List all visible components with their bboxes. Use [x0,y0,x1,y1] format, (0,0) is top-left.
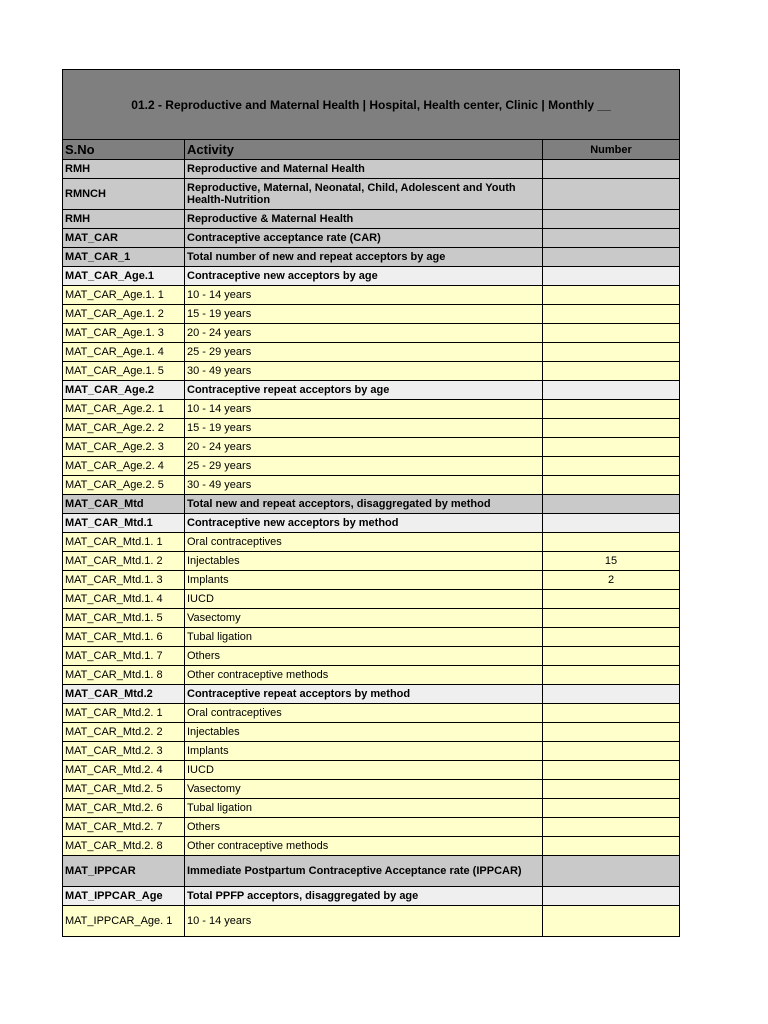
table-row [63,533,680,552]
row-activity-cell: Total PPFP acceptors, disaggregated by age [185,887,543,906]
row-activity-cell: Tubal ligation [185,799,543,818]
table-row [63,666,680,685]
row-activity-cell: Contraceptive acceptance rate (CAR) [185,229,543,248]
row-activity-cell: 25 - 29 years [185,343,543,362]
row-sno-cell: MAT_CAR_Mtd.2. 4 [63,761,185,780]
row-sno-cell: MAT_CAR_Mtd.1. 8 [63,666,185,685]
table-row [63,343,680,362]
row-number-cell[interactable] [543,685,680,704]
table-row [63,647,680,666]
table-row [63,267,680,286]
row-number-cell[interactable]: 2 [543,571,680,590]
row-activity-cell: Oral contraceptives [185,533,543,552]
row-activity-cell: Reproductive, Maternal, Neonatal, Child, Adolescent and Youth Health-Nutrition [185,179,543,210]
table-row [63,780,680,799]
row-activity-cell: Other contraceptive methods [185,666,543,685]
row-activity-cell: Other contraceptive methods [185,837,543,856]
row-sno-cell: MAT_CAR_Mtd.1 [63,514,185,533]
row-sno-cell: MAT_CAR_Age.1 [63,267,185,286]
row-activity-cell: 15 - 19 years [185,305,543,324]
row-activity-cell: Others [185,818,543,837]
row-sno-cell: MAT_CAR_Mtd.1. 7 [63,647,185,666]
row-number-cell[interactable] [543,780,680,799]
table-row [63,628,680,647]
table-row [63,160,680,179]
row-number-cell[interactable] [543,286,680,305]
table-row [63,381,680,400]
report-title: 01.2 - Reproductive and Maternal Health | Hospital, Health center, Clinic | Monthly __ [63,70,680,140]
table-row [63,742,680,761]
table-row [63,837,680,856]
row-number-cell[interactable] [543,533,680,552]
table-row [63,400,680,419]
column-header-number: Number [543,140,680,160]
row-number-cell[interactable] [543,229,680,248]
table-row [63,856,680,887]
row-sno-cell: MAT_IPPCAR_Age. 1 [63,906,185,937]
row-number-cell[interactable] [543,457,680,476]
row-number-cell[interactable] [543,906,680,937]
table-row [63,723,680,742]
table-row [63,179,680,210]
row-number-cell[interactable] [543,887,680,906]
table-row [63,305,680,324]
row-activity-cell: 25 - 29 years [185,457,543,476]
row-number-cell[interactable] [543,514,680,533]
row-number-cell[interactable] [543,818,680,837]
table-row [63,704,680,723]
row-sno-cell: MAT_CAR_Age.1. 2 [63,305,185,324]
row-activity-cell: IUCD [185,761,543,780]
table-row [63,476,680,495]
row-sno-cell: MAT_CAR_Age.1. 4 [63,343,185,362]
row-number-cell[interactable] [543,160,680,179]
row-number-cell[interactable] [543,647,680,666]
row-activity-cell: Total number of new and repeat acceptors by age [185,248,543,267]
row-number-cell[interactable] [543,400,680,419]
row-sno-cell: MAT_CAR_Age.1. 1 [63,286,185,305]
table-row [63,419,680,438]
row-number-cell[interactable] [543,799,680,818]
table-row [63,609,680,628]
row-activity-cell: Implants [185,571,543,590]
row-number-cell[interactable] [543,324,680,343]
row-activity-cell: 10 - 14 years [185,400,543,419]
row-sno-cell: MAT_CAR_Mtd.1. 4 [63,590,185,609]
table-row [63,514,680,533]
column-header-row [63,140,680,160]
row-activity-cell: 30 - 49 years [185,476,543,495]
row-number-cell[interactable] [543,628,680,647]
row-number-cell[interactable] [543,179,680,210]
report-table [62,69,680,937]
table-row [63,362,680,381]
row-number-cell[interactable] [543,381,680,400]
row-number-cell[interactable] [543,210,680,229]
row-activity-cell: Implants [185,742,543,761]
column-header-sno: S.No [63,140,185,160]
row-sno-cell: MAT_CAR_Mtd.2. 6 [63,799,185,818]
row-number-cell[interactable] [543,837,680,856]
row-sno-cell: MAT_CAR_Mtd.2. 8 [63,837,185,856]
table-row [63,818,680,837]
row-activity-cell: Contraceptive repeat acceptors by method [185,685,543,704]
table-row [63,438,680,457]
row-sno-cell: RMNCH [63,179,185,210]
row-activity-cell: Total new and repeat acceptors, disaggregated by method [185,495,543,514]
table-row [63,906,680,937]
row-activity-cell: Tubal ligation [185,628,543,647]
row-sno-cell: MAT_CAR_Age.2. 5 [63,476,185,495]
row-activity-cell: 20 - 24 years [185,324,543,343]
row-activity-cell: Immediate Postpartum Contraceptive Acceptance rate (IPPCAR) [185,856,543,887]
row-activity-cell: Reproductive & Maternal Health [185,210,543,229]
row-sno-cell: MAT_CAR_Mtd.1. 2 [63,552,185,571]
row-sno-cell: MAT_CAR_Age.2. 4 [63,457,185,476]
table-row [63,590,680,609]
row-sno-cell: MAT_IPPCAR [63,856,185,887]
column-header-activity: Activity [185,140,543,160]
row-number-cell[interactable] [543,856,680,887]
row-number-cell[interactable] [543,305,680,324]
row-sno-cell: RMH [63,160,185,179]
table-row [63,248,680,267]
table-row [63,799,680,818]
row-sno-cell: MAT_CAR_Age.1. 3 [63,324,185,343]
row-activity-cell: 20 - 24 years [185,438,543,457]
row-sno-cell: MAT_CAR_Mtd.2 [63,685,185,704]
row-sno-cell: MAT_CAR_Age.2. 2 [63,419,185,438]
table-row [63,286,680,305]
row-sno-cell: MAT_IPPCAR_Age [63,887,185,906]
table-row [63,571,680,590]
row-number-cell[interactable] [543,742,680,761]
row-activity-cell: Contraceptive repeat acceptors by age [185,381,543,400]
table-row [63,457,680,476]
row-activity-cell: Vasectomy [185,609,543,628]
row-activity-cell: Others [185,647,543,666]
row-number-cell[interactable] [543,267,680,286]
row-sno-cell: MAT_CAR_Mtd.2. 1 [63,704,185,723]
table-row [63,495,680,514]
row-sno-cell: MAT_CAR_Mtd.1. 3 [63,571,185,590]
row-number-cell[interactable] [543,248,680,267]
row-sno-cell: MAT_CAR_Mtd.2. 2 [63,723,185,742]
table-row [63,761,680,780]
table-row [63,685,680,704]
row-number-cell[interactable] [543,362,680,381]
table-row [63,229,680,248]
row-number-cell[interactable] [543,704,680,723]
row-number-cell[interactable] [543,761,680,780]
row-sno-cell: MAT_CAR_Mtd.2. 7 [63,818,185,837]
title-row [63,70,680,140]
row-sno-cell: MAT_CAR_Age.2. 1 [63,400,185,419]
row-activity-cell: Contraceptive new acceptors by method [185,514,543,533]
row-activity-cell: Vasectomy [185,780,543,799]
row-number-cell[interactable] [543,590,680,609]
row-sno-cell: MAT_CAR_Mtd.1. 5 [63,609,185,628]
row-sno-cell: MAT_CAR_Age.2 [63,381,185,400]
row-number-cell[interactable] [543,609,680,628]
row-sno-cell: MAT_CAR_Mtd.2. 3 [63,742,185,761]
row-sno-cell: MAT_CAR_Mtd.1. 6 [63,628,185,647]
row-activity-cell: Reproductive and Maternal Health [185,160,543,179]
row-activity-cell: Injectables [185,552,543,571]
table-row [63,887,680,906]
table-row [63,210,680,229]
row-number-cell[interactable] [543,666,680,685]
row-activity-cell: IUCD [185,590,543,609]
row-number-cell[interactable]: 15 [543,552,680,571]
row-number-cell[interactable] [543,343,680,362]
row-activity-cell: 10 - 14 years [185,906,543,937]
report-table-body [63,70,680,937]
row-sno-cell: MAT_CAR_Age.1. 5 [63,362,185,381]
table-row [63,324,680,343]
row-activity-cell: Contraceptive new acceptors by age [185,267,543,286]
row-activity-cell: 30 - 49 years [185,362,543,381]
row-number-cell[interactable] [543,723,680,742]
row-activity-cell: Injectables [185,723,543,742]
row-sno-cell: MAT_CAR_1 [63,248,185,267]
row-number-cell[interactable] [543,438,680,457]
row-sno-cell: MAT_CAR_Mtd [63,495,185,514]
table-row [63,552,680,571]
row-activity-cell: 10 - 14 years [185,286,543,305]
row-activity-cell: 15 - 19 years [185,419,543,438]
row-sno-cell: MAT_CAR_Age.2. 3 [63,438,185,457]
row-number-cell[interactable] [543,419,680,438]
row-activity-cell: Oral contraceptives [185,704,543,723]
row-sno-cell: MAT_CAR_Mtd.1. 1 [63,533,185,552]
row-sno-cell: MAT_CAR [63,229,185,248]
row-sno-cell: MAT_CAR_Mtd.2. 5 [63,780,185,799]
row-sno-cell: RMH [63,210,185,229]
row-number-cell[interactable] [543,476,680,495]
row-number-cell[interactable] [543,495,680,514]
